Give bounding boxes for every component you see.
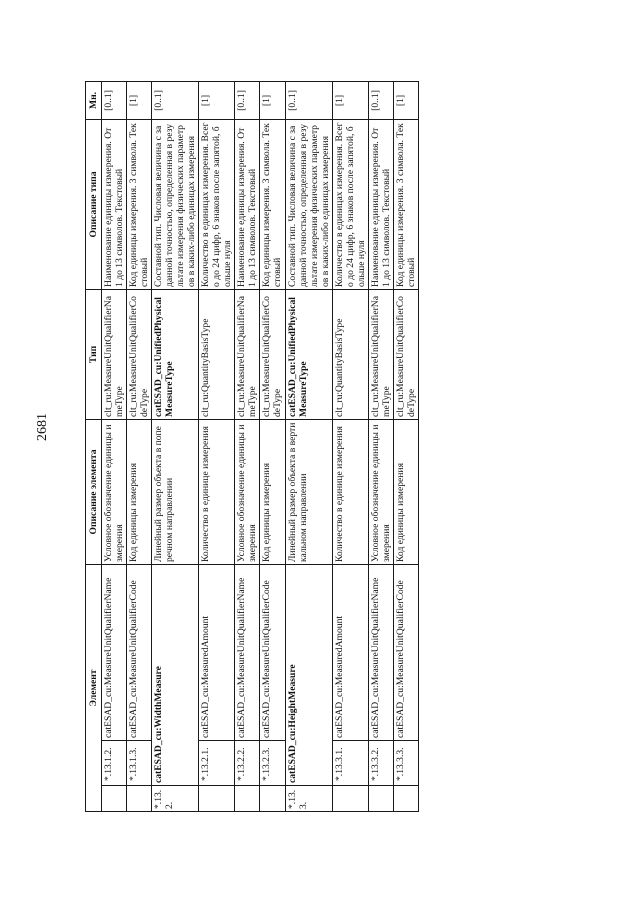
header-element-description: Описание элемента <box>86 419 102 564</box>
inner-number-cell: *.13.2.1. <box>199 741 235 786</box>
type-description-cell: Наименование единицы измерения. От 1 до 13 символов. Текстовый <box>368 119 393 289</box>
type-description-cell: Код единицы измерения. 3 символа. Текстовый <box>393 119 418 289</box>
type-cell: clt_ru:QuantityBasisType <box>332 289 368 419</box>
type-cell: clt_ru:MeasureUnitQualifierCodeType <box>393 289 418 419</box>
outer-number-cell <box>235 786 260 812</box>
table-row <box>393 81 418 811</box>
element-spec-table <box>85 81 419 812</box>
page-number: 2681 <box>35 413 50 441</box>
type-cell: clt_ru:MeasureUnitQualifierNameType <box>235 289 260 419</box>
table-header-row <box>86 81 102 811</box>
element-name-cell: catESAD_cu:MeasureUnitQualifierCode <box>260 564 285 740</box>
element-name-cell: catESAD_cu:MeasureUnitQualifierCode <box>393 564 418 740</box>
outer-number-cell <box>368 786 393 812</box>
inner-number-cell: *.13.3.3. <box>393 741 418 786</box>
inner-number-cell: *.13.1.2. <box>102 741 127 786</box>
outer-number-cell <box>393 786 418 812</box>
element-description-cell: Условное обозначение единицы измерения <box>368 419 393 564</box>
element-description-cell: Код единицы измерения <box>393 419 418 564</box>
table-row-group <box>152 81 199 811</box>
header-type: Тип <box>86 289 102 419</box>
inner-number-cell: *.13.2.3. <box>260 741 285 786</box>
type-description-cell: Количество в единицах измерения. Всего до 24 цифр, 6 знаков после запятой, больше нуля <box>332 119 368 289</box>
table-row <box>368 81 393 811</box>
element-name-cell: catESAD_cu:MeasuredAmount <box>199 564 235 740</box>
type-description-cell: Составной тип. Числовая величина с заданной точностью, определенная в результате измерения физических параметров в каких-либо единицах измерения <box>152 119 199 289</box>
element-name-cell: catESAD_cu:MeasureUnitQualifierCode <box>127 564 152 740</box>
rotated-page-content <box>85 82 419 812</box>
outer-number-cell: *.13.3. <box>285 786 332 812</box>
table-row <box>332 81 368 811</box>
type-cell: clt_ru:QuantityBasisType <box>199 289 235 419</box>
element-description-cell: Код единицы измерения <box>260 419 285 564</box>
outer-number-cell <box>199 786 235 812</box>
multiplicity-cell: [1] <box>393 81 418 119</box>
element-description-cell: Условное обозначение единицы измерения <box>102 419 127 564</box>
inner-number-cell: *.13.3.2. <box>368 741 393 786</box>
table-row <box>199 81 235 811</box>
element-description-cell: Количество в единице измерения <box>332 419 368 564</box>
element-description-cell: Код единицы измерения <box>127 419 152 564</box>
type-description-cell: Код единицы измерения. 3 символа. Текстовый <box>127 119 152 289</box>
outer-number-cell <box>102 786 127 812</box>
multiplicity-cell: [0..1] <box>152 81 199 119</box>
multiplicity-cell: [0..1] <box>102 81 127 119</box>
type-description-cell: Количество в единицах измерения. Всего до 24 цифр, 6 знаков после запятой, больше нуля <box>199 119 235 289</box>
type-description-cell: Код единицы измерения. 3 символа. Текстовый <box>260 119 285 289</box>
outer-number-cell <box>127 786 152 812</box>
type-description-cell: Составной тип. Числовая величина с заданной точностью, определенная в результате измерения физических параметров в каких-либо единицах измерения <box>285 119 332 289</box>
element-name-cell: catESAD_cu:MeasuredAmount <box>332 564 368 740</box>
element-name-cell: catESAD_cu:MeasureUnitQualifierName <box>102 564 127 740</box>
multiplicity-cell: [1] <box>260 81 285 119</box>
type-cell: catESAD_cu:UnifiedPhysicalMeasureType <box>152 289 199 419</box>
header-element: Элемент <box>86 564 102 811</box>
outer-number-cell <box>260 786 285 812</box>
multiplicity-cell: [1] <box>199 81 235 119</box>
type-cell: clt_ru:MeasureUnitQualifierNameType <box>102 289 127 419</box>
header-multiplicity: Мн. <box>86 81 102 119</box>
multiplicity-cell: [0..1] <box>235 81 260 119</box>
element-name-cell: catESAD_cu:WidthMeasure <box>152 564 199 785</box>
type-description-cell: Наименование единицы измерения. От 1 до 13 символов. Текстовый <box>102 119 127 289</box>
type-cell: clt_ru:MeasureUnitQualifierCodeType <box>127 289 152 419</box>
outer-number-cell: *.13.2. <box>152 786 199 812</box>
inner-number-cell: *.13.2.2. <box>235 741 260 786</box>
header-type-description: Описание типа <box>86 119 102 289</box>
multiplicity-cell: [0..1] <box>368 81 393 119</box>
element-description-cell: Условное обозначение единицы измерения <box>235 419 260 564</box>
multiplicity-cell: [1] <box>332 81 368 119</box>
type-cell: catESAD_cu:UnifiedPhysicalMeasureType <box>285 289 332 419</box>
element-name-cell: catESAD_cu:MeasureUnitQualifierName <box>368 564 393 740</box>
outer-number-cell <box>332 786 368 812</box>
element-description-cell: Линейный размер объекта в поперечном направлении <box>152 419 199 564</box>
table-row-group <box>285 81 332 811</box>
inner-number-cell: *.13.3.1. <box>332 741 368 786</box>
element-description-cell: Количество в единице измерения <box>199 419 235 564</box>
table-row <box>102 81 127 811</box>
element-name-cell: catESAD_cu:MeasureUnitQualifierName <box>235 564 260 740</box>
type-cell: clt_ru:MeasureUnitQualifierCodeType <box>260 289 285 419</box>
element-description-cell: Линейный размер объекта в вертикальном направлении <box>285 419 332 564</box>
multiplicity-cell: [0..1] <box>285 81 332 119</box>
element-name-cell: catESAD_cu:HeightMeasure <box>285 564 332 785</box>
multiplicity-cell: [1] <box>127 81 152 119</box>
table-row <box>260 81 285 811</box>
table-row <box>235 81 260 811</box>
type-description-cell: Наименование единицы измерения. От 1 до 13 символов. Текстовый <box>235 119 260 289</box>
table-row <box>127 81 152 811</box>
inner-number-cell: *.13.1.3. <box>127 741 152 786</box>
type-cell: clt_ru:MeasureUnitQualifierNameType <box>368 289 393 419</box>
